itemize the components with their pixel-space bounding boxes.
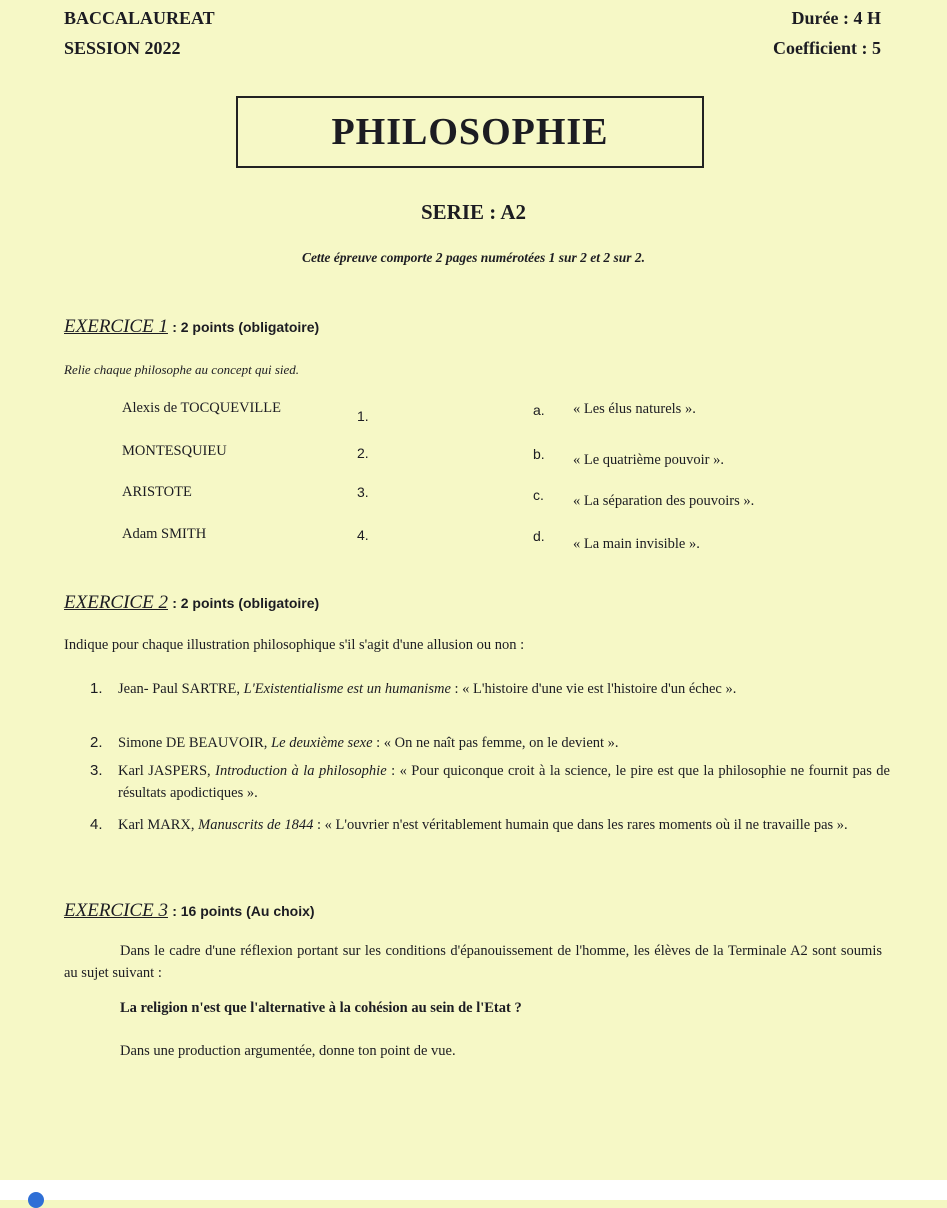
concept-text: « Les élus naturels ». xyxy=(573,401,696,417)
list-item-number: 2. xyxy=(90,734,103,751)
concept-text: « La main invisible ». xyxy=(573,536,700,552)
concept-text: « La séparation des pouvoirs ». xyxy=(573,493,755,509)
exercise3-heading xyxy=(64,900,315,922)
list-item-text: Jean- Paul SARTRE, L'Existentialisme est un humanisme : « L'histoire d'une vie est l'histoire d'un échec ». xyxy=(118,681,737,697)
list-item-text: Karl JASPERS, Introduction à la philosophie : « Pour quiconque croit à la science, le pire est que la philosophie ne fournit pas de résultats apodictiques ». xyxy=(118,763,890,801)
subject-title: PHILOSOPHIE xyxy=(331,111,609,153)
serie-label: SERIE : A2 xyxy=(420,200,527,224)
philosopher-number: 4. xyxy=(357,527,369,543)
exercise3-title: EXERCICE 3 xyxy=(64,900,168,921)
list-item-number: 1. xyxy=(90,680,103,697)
blue-dot-icon xyxy=(28,1192,44,1208)
concept-letter: b. xyxy=(533,446,545,462)
list-item xyxy=(90,678,890,700)
exercise3-paragraph: Dans le cadre d'une réflexion portant sur les conditions d'épanouissement de l'homme, les élèves de la Terminale A2 sont soumis au sujet suivant : xyxy=(64,943,882,981)
exercise1-points: : 2 points (obligatoire) xyxy=(172,319,320,335)
philosopher-number: 3. xyxy=(357,484,369,500)
concept-letter: a. xyxy=(533,402,545,418)
exercise3-instruction: Dans une production argumentée, donne ton point de vue. xyxy=(120,1043,456,1059)
subject-title-box xyxy=(236,96,704,168)
header-exam-name: BACCALAUREAT xyxy=(64,8,215,28)
list-item-number: 4. xyxy=(90,816,103,833)
concept-letter: c. xyxy=(533,487,544,503)
header-duration: Durée : 4 H xyxy=(791,8,881,28)
list-item xyxy=(90,732,890,754)
exercise2-title: EXERCICE 2 xyxy=(64,592,168,613)
exercise3-points: : 16 points (Au choix) xyxy=(172,903,315,919)
philosopher-name: Alexis de TOCQUEVILLE xyxy=(122,400,281,416)
philosopher-name: Adam SMITH xyxy=(122,526,207,542)
list-item xyxy=(90,814,890,836)
exercise2-instruction: Indique pour chaque illustration philosophique s'il s'agit d'une allusion ou non : xyxy=(64,637,525,653)
list-item-number: 3. xyxy=(90,762,103,779)
header-session: SESSION 2022 xyxy=(64,38,181,58)
philosopher-name: ARISTOTE xyxy=(122,484,192,500)
list-item xyxy=(90,760,890,804)
exercise3-subject: La religion n'est que l'alternative à la cohésion au sein de l'Etat ? xyxy=(120,1000,522,1016)
exercise1-instruction: Relie chaque philosophe au concept qui sied. xyxy=(64,362,300,377)
philosopher-name: MONTESQUIEU xyxy=(122,443,227,459)
concept-text: « Le quatrième pouvoir ». xyxy=(573,452,724,468)
concept-letter: d. xyxy=(533,528,545,544)
list-item-text: Karl MARX, Manuscrits de 1844 : « L'ouvrier n'est véritablement humain que dans les rares moments où il ne travaille pas ». xyxy=(118,817,848,833)
exercise1-title: EXERCICE 1 xyxy=(64,316,168,337)
philosopher-number: 1. xyxy=(357,408,369,424)
exercise2-points: : 2 points (obligatoire) xyxy=(172,595,320,611)
exercise1-heading xyxy=(64,316,319,338)
page-count-note: Cette épreuve comporte 2 pages numérotées 1 sur 2 et 2 sur 2. xyxy=(301,250,646,265)
philosopher-number: 2. xyxy=(357,445,369,461)
header-coefficient: Coefficient : 5 xyxy=(773,38,881,58)
exercise2-heading xyxy=(64,592,319,614)
list-item-text: Simone DE BEAUVOIR, Le deuxième sexe : « On ne naît pas femme, on le devient ». xyxy=(118,735,619,751)
bottom-bar xyxy=(0,1180,947,1200)
